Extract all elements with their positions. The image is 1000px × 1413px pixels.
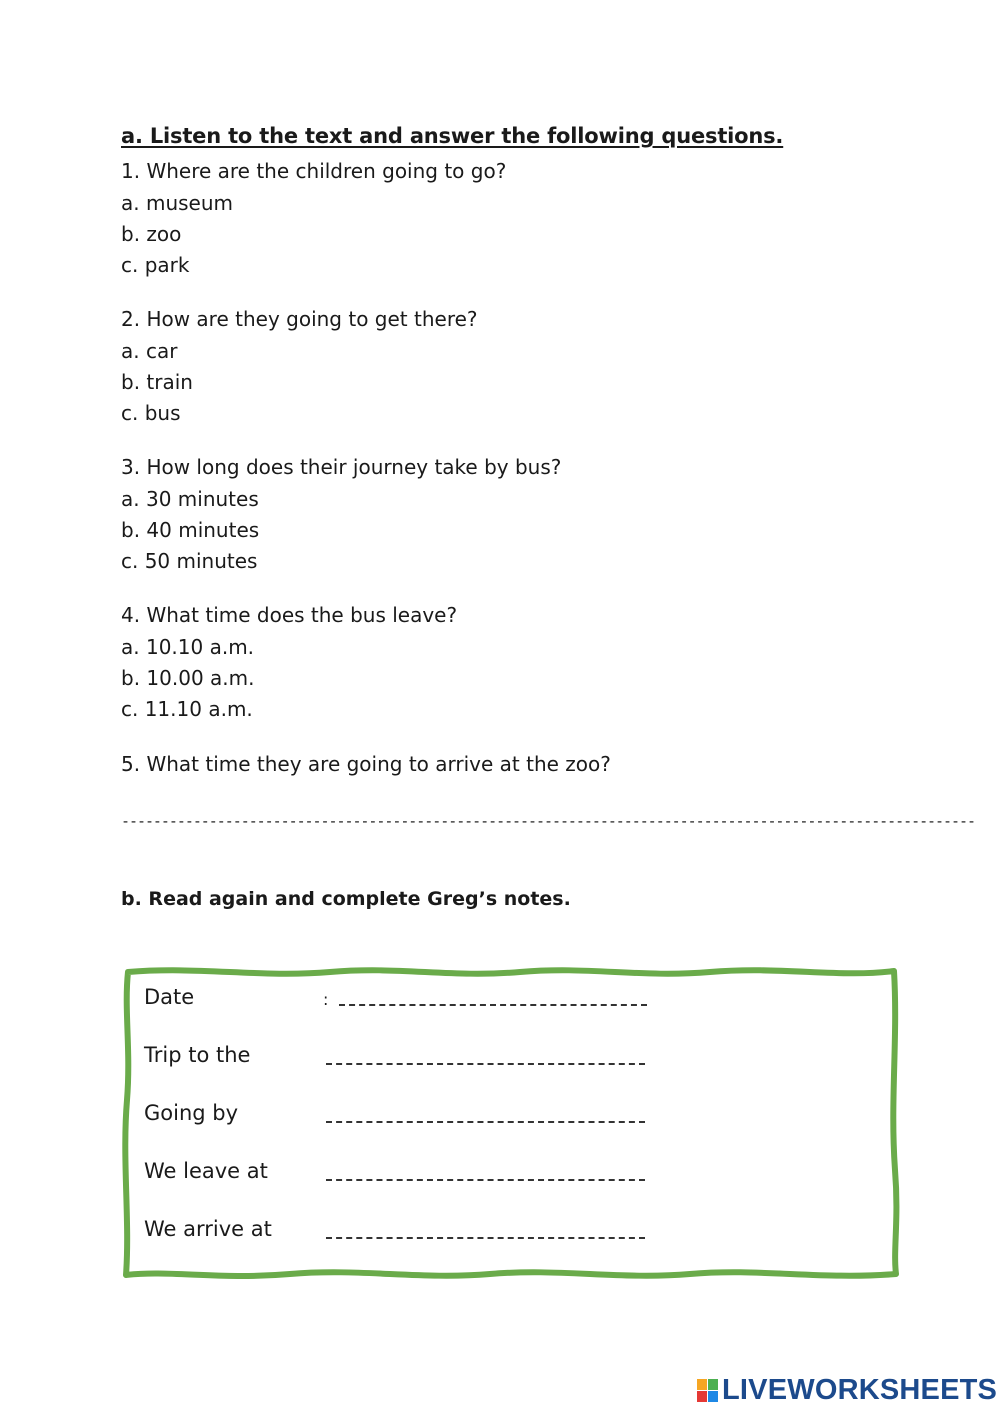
question-3-option-b[interactable]: b. 40 minutes xyxy=(121,518,260,542)
note-date-colon: : xyxy=(323,990,329,1009)
liveworksheets-logo-icon xyxy=(697,1379,719,1403)
question-1-option-c[interactable]: c. park xyxy=(121,253,190,277)
section-b-title: b. Read again and complete Greg’s notes. xyxy=(121,888,571,910)
question-1-option-a[interactable]: a. museum xyxy=(121,191,234,215)
question-4-option-c[interactable]: c. 11.10 a.m. xyxy=(121,697,253,721)
note-arrive-at-input-line[interactable] xyxy=(326,1237,645,1239)
section-a-title: a. Listen to the text and answer the following questions. xyxy=(121,124,784,148)
question-1: 1. Where are the children going to go? xyxy=(121,159,507,183)
note-label-arrive-at: We arrive at xyxy=(144,1217,272,1241)
liveworksheets-brand xyxy=(697,1374,997,1407)
question-2: 2. How are they going to get there? xyxy=(121,307,478,331)
question-1-option-b[interactable]: b. zoo xyxy=(121,222,182,246)
question-3-option-c[interactable]: c. 50 minutes xyxy=(121,549,258,573)
note-label-leave-at: We leave at xyxy=(144,1159,268,1183)
note-date-input-line[interactable] xyxy=(339,1004,647,1006)
note-trip-input-line[interactable] xyxy=(326,1063,645,1065)
question-3-option-a[interactable]: a. 30 minutes xyxy=(121,487,259,511)
liveworksheets-wordmark: LIVEWORKSHEETS xyxy=(722,1374,998,1406)
question-2-option-c[interactable]: c. bus xyxy=(121,401,181,425)
question-4-option-b[interactable]: b. 10.00 a.m. xyxy=(121,666,255,690)
question-2-option-a[interactable]: a. car xyxy=(121,339,178,363)
question-4-option-a[interactable]: a. 10.10 a.m. xyxy=(121,635,255,659)
note-label-date: Date xyxy=(144,985,195,1009)
note-label-trip: Trip to the xyxy=(144,1043,251,1067)
note-going-by-input-line[interactable] xyxy=(326,1121,645,1123)
question-5: 5. What time they are going to arrive at the zoo? xyxy=(121,752,611,776)
question-5-answer-line[interactable]: ----------------------------------------------------------------------------------------------------------- xyxy=(121,812,975,830)
question-3: 3. How long does their journey take by bus? xyxy=(121,455,562,479)
question-4: 4. What time does the bus leave? xyxy=(121,603,458,627)
question-2-option-b[interactable]: b. train xyxy=(121,370,193,394)
note-leave-at-input-line[interactable] xyxy=(326,1179,645,1181)
note-label-going-by: Going by xyxy=(144,1101,239,1125)
